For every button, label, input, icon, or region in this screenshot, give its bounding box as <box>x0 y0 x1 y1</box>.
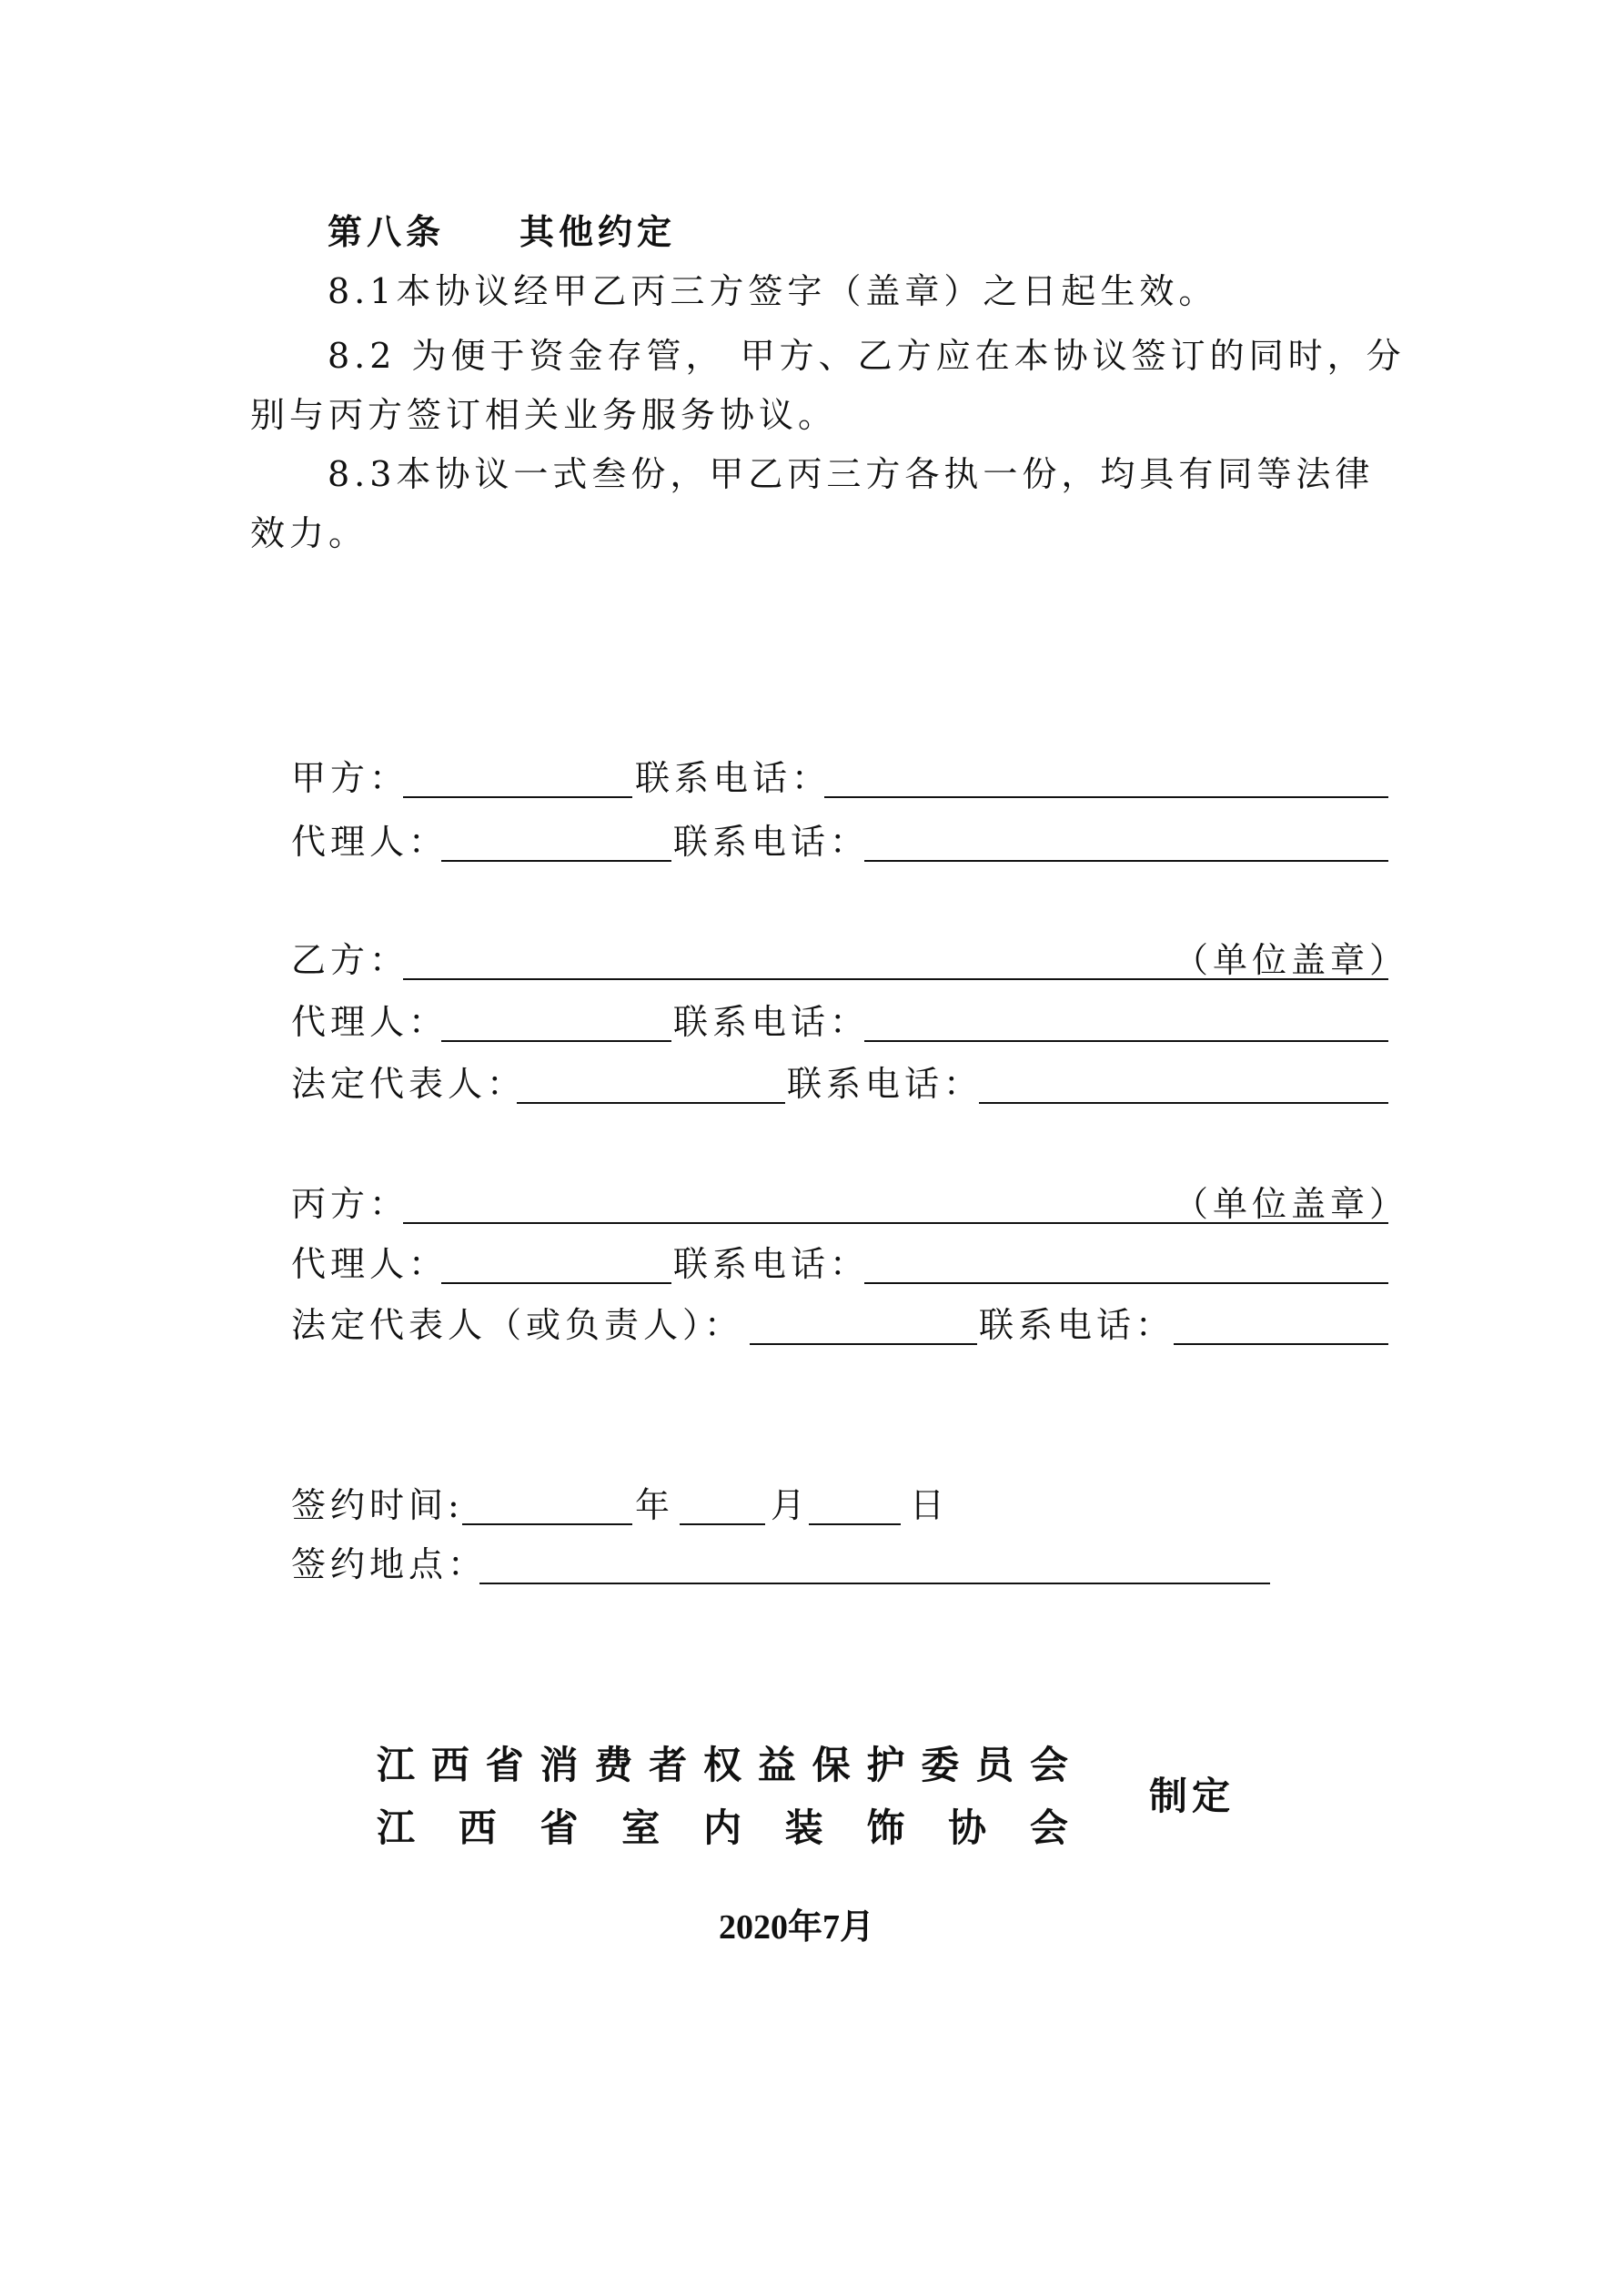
year-label: 年 <box>635 1485 675 1525</box>
legal-rep-or-head-label: 法定代表人（或负责人）： <box>291 1305 744 1345</box>
agent-label: 代理人： <box>291 1244 449 1284</box>
org2-char: 装 <box>784 1805 823 1850</box>
party-c-legal-rep-field[interactable] <box>750 1343 977 1345</box>
signing-place-field[interactable] <box>479 1583 1270 1584</box>
org1-char: 益 <box>757 1743 796 1787</box>
org1-char: 江 <box>377 1743 416 1787</box>
agent-label: 代理人： <box>291 1002 449 1042</box>
party-b-agent-phone-field[interactable] <box>864 1040 1388 1042</box>
phone-label: 联系电话： <box>673 1244 870 1284</box>
party-a-label: 甲方： <box>291 758 409 798</box>
org2-char: 江 <box>377 1805 416 1850</box>
seal-note: （单位盖章） <box>1174 940 1409 980</box>
org1-char: 员 <box>975 1743 1014 1787</box>
org2-char: 饰 <box>866 1805 905 1850</box>
org2-char: 室 <box>621 1805 661 1850</box>
org1-char: 会 <box>1029 1743 1068 1787</box>
org1-char: 消 <box>540 1743 579 1787</box>
org1-char: 权 <box>702 1743 741 1787</box>
party-c-legal-rep-phone-field[interactable] <box>1174 1343 1388 1345</box>
org-consumer-council <box>377 1742 1068 1789</box>
party-b-legal-rep-field[interactable] <box>517 1102 785 1104</box>
org2-char: 内 <box>702 1805 741 1850</box>
phone-label: 联系电话： <box>673 1002 870 1042</box>
clause-8-2-cont: 别与丙方签订相关业务服务协议。 <box>250 395 838 435</box>
party-a-field[interactable] <box>403 796 632 798</box>
day-label: 日 <box>910 1485 950 1525</box>
phone-label: 联系电话： <box>673 822 870 862</box>
party-c-agent-phone-field[interactable] <box>864 1282 1388 1284</box>
signing-day-field[interactable] <box>809 1523 901 1525</box>
org2-char: 西 <box>458 1805 497 1850</box>
org1-char: 西 <box>430 1743 469 1787</box>
phone-label: 联系电话： <box>979 1305 1175 1345</box>
org-decoration-association <box>377 1805 1068 1852</box>
phone-label: 联系电话： <box>635 758 832 798</box>
party-b-legal-rep-phone-field[interactable] <box>979 1102 1388 1104</box>
signing-time-label: 签约时间: <box>291 1485 464 1525</box>
signing-month-field[interactable] <box>680 1523 765 1525</box>
clause-8-1: 8.1本协议经甲乙丙三方签字（盖章）之日起生效。 <box>328 271 1218 311</box>
org1-char: 委 <box>921 1743 960 1787</box>
clause-8-3-cont: 效力。 <box>250 513 368 553</box>
signing-place-label: 签约地点： <box>291 1544 488 1584</box>
party-a-phone-field[interactable] <box>824 796 1388 798</box>
clause-8-3: 8.3本协议一式叁份，甲乙丙三方各执一份，均具有同等法律 <box>328 454 1375 494</box>
phone-label: 联系电话： <box>787 1064 983 1104</box>
org1-char: 费 <box>594 1743 633 1787</box>
org2-char: 协 <box>948 1805 987 1850</box>
month-label: 月 <box>771 1485 811 1525</box>
org1-char: 护 <box>866 1743 905 1787</box>
clause-8-2: 8.2 为便于资金存管， 甲方、乙方应在本协议签订的同时，分 <box>328 336 1406 376</box>
org1-char: 省 <box>485 1743 524 1787</box>
legal-rep-label: 法定代表人： <box>291 1064 527 1104</box>
seal-note: （单位盖章） <box>1174 1184 1409 1224</box>
agent-label: 代理人： <box>291 822 449 862</box>
org2-char: 会 <box>1029 1805 1068 1850</box>
party-a-agent-field[interactable] <box>441 860 671 862</box>
issue-date: 2020年7月 <box>719 1908 875 1947</box>
party-b-agent-field[interactable] <box>441 1040 671 1042</box>
made-by: 制定 <box>1149 1774 1236 1818</box>
signing-year-field[interactable] <box>462 1523 632 1525</box>
party-c-agent-field[interactable] <box>441 1282 671 1284</box>
org1-char: 者 <box>649 1743 688 1787</box>
article-number: 第八条 <box>328 211 446 252</box>
org1-char: 保 <box>812 1743 851 1787</box>
party-a-agent-phone-field[interactable] <box>864 860 1388 862</box>
party-c-label: 丙方： <box>291 1184 409 1224</box>
party-b-label: 乙方： <box>291 940 409 980</box>
article-title: 其他约定 <box>519 211 677 252</box>
org2-char: 省 <box>540 1805 579 1850</box>
